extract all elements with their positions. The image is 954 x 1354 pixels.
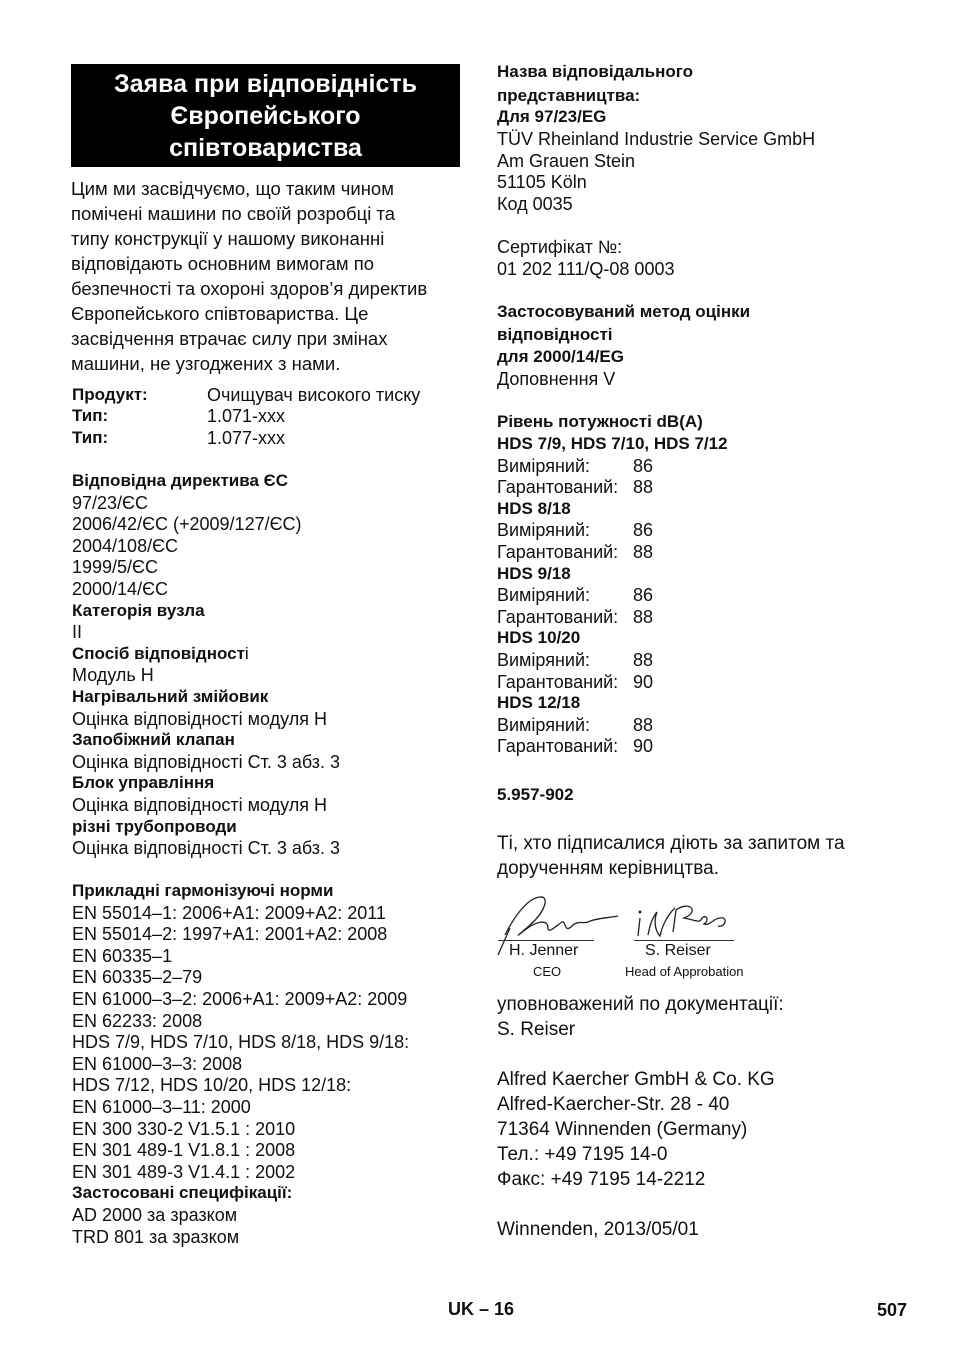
reiser-signature-icon: [638, 906, 725, 936]
intro-line: засвідчення втрачає силу при змінах: [71, 328, 388, 349]
rep-line: Код 0035: [497, 194, 573, 214]
spec-line: TRD 801 за зразком: [72, 1227, 240, 1247]
section-value: Оцінка відповідності модуля H: [72, 795, 327, 815]
measured-value: 86: [633, 520, 654, 540]
norm-line: EN 60335–1: [72, 946, 173, 966]
method-heading: для 2000/14/EG: [497, 347, 624, 366]
norm-line: HDS 7/9, HDS 7/10, HDS 8/18, HDS 9/18:: [72, 1032, 410, 1052]
part-number: 5.957-902: [497, 785, 574, 804]
section-heading: Нагрівальний змійовик: [72, 687, 269, 706]
norms-heading: Прикладні гармонізуючі норми: [72, 881, 334, 900]
section-heading: Спосіб відповідності: [72, 644, 249, 663]
measured-label: Виміряний:: [497, 585, 591, 605]
norm-line: EN 61000–3–3: 2008: [72, 1054, 243, 1074]
intro-line: Цим ми засвідчуємо, що таким чином: [71, 178, 394, 199]
method-value: Доповнення V: [497, 369, 616, 389]
title-line: Заява при відповідність: [113, 69, 418, 98]
model-name: HDS 12/18: [497, 693, 581, 712]
specs-heading: Застосовані специфікації:: [72, 1183, 293, 1202]
section-heading: Відповідна директива ЄС: [72, 471, 288, 490]
model-name: HDS 9/18: [497, 564, 571, 583]
section-value: 97/23/ЄС: [72, 493, 148, 513]
rep-heading: Назва відповідального: [497, 62, 693, 81]
section-value: 2000/14/ЄС: [72, 579, 169, 599]
page-title: [71, 64, 460, 167]
model-name: HDS 8/18: [497, 499, 571, 518]
measured-value: 88: [633, 715, 654, 735]
guaranteed-value: 90: [633, 672, 654, 692]
type-label: Тип:: [72, 428, 109, 447]
measured-value: 86: [633, 456, 654, 476]
intro-line: типу конструкції у нашому виконанні: [71, 228, 385, 249]
norm-line: EN 55014–2: 1997+A1: 2001+A2: 2008: [72, 924, 388, 944]
norm-line: EN 300 330-2 V1.5.1 : 2010: [72, 1119, 296, 1139]
intro-line: безпечності та охороні здоров’я директив: [71, 278, 428, 299]
rep-heading: Для 97/23/EG: [497, 107, 607, 126]
section-value: Оцінка відповідності Ст. 3 абз. 3: [72, 752, 341, 772]
place-date: Winnenden, 2013/05/01: [497, 1219, 699, 1240]
type-label: Тип:: [72, 406, 109, 425]
model-name: HDS 7/9, HDS 7/10, HDS 7/12: [497, 434, 728, 453]
cert-value: 01 202 111/Q-08 0003: [497, 259, 675, 279]
guaranteed-value: 88: [633, 477, 654, 497]
intro-line: Європейського співтовариства. Це: [71, 303, 369, 324]
cert-label: Сертифікат №:: [497, 237, 623, 257]
title-line: співтовариства: [169, 133, 362, 162]
guaranteed-label: Гарантований:: [497, 607, 619, 627]
measured-value: 88: [633, 650, 654, 670]
norm-line: EN 60335–2–79: [72, 967, 203, 987]
norm-line: EN 55014–1: 2006+A1: 2009+A2: 2011: [72, 903, 386, 923]
page-number: 507: [877, 1300, 908, 1320]
address-line: 71364 Winnenden (Germany): [497, 1119, 748, 1140]
measured-label: Виміряний:: [497, 715, 591, 735]
section-value: Оцінка відповідності Ст. 3 абз. 3: [72, 838, 341, 858]
section-heading: Категорія вузла: [72, 601, 205, 620]
signatory-name: S. Reiser: [645, 942, 711, 959]
rep-line: Am Grauen Stein: [497, 151, 636, 171]
section-value: 1999/5/ЄС: [72, 557, 158, 577]
intro-line: машини, не узгоджених з нами.: [71, 353, 341, 374]
intro-paragraph: [71, 176, 461, 376]
signatories-line: дорученням керівництва.: [497, 858, 719, 879]
model-name: HDS 10/20: [497, 628, 581, 647]
method-heading: Застосовуваний метод оцінки: [497, 302, 751, 321]
guaranteed-label: Гарантований:: [497, 477, 619, 497]
signatory-role: Head of Approbation: [625, 964, 744, 979]
section-value: 2004/108/ЄС: [72, 536, 179, 556]
guaranteed-label: Гарантований:: [497, 542, 619, 562]
guaranteed-value: 88: [633, 542, 654, 562]
section-heading: різні трубопроводи: [72, 817, 237, 836]
power-heading: Рівень потужності dB(A): [497, 412, 703, 431]
measured-label: Виміряний:: [497, 650, 591, 670]
rep-line: 51105 Köln: [497, 172, 587, 192]
section-heading: Блок управління: [72, 773, 215, 792]
guaranteed-value: 90: [633, 736, 654, 756]
measured-label: Виміряний:: [497, 456, 591, 476]
spec-line: AD 2000 за зразком: [72, 1205, 238, 1225]
guaranteed-label: Гарантований:: [497, 736, 619, 756]
authorized-name: S. Reiser: [497, 1019, 576, 1040]
address-line: Факс: +49 7195 14-2212: [497, 1169, 706, 1190]
norm-line: EN 301 489-3 V1.4.1 : 2002: [72, 1162, 296, 1182]
address-line: Alfred Kaercher GmbH & Co. KG: [497, 1069, 775, 1090]
section-value: II: [72, 622, 83, 642]
rep-heading: представництва:: [497, 86, 641, 105]
type-value: 1.077-xxx: [207, 428, 286, 448]
footer-section: UK – 16: [448, 1299, 515, 1319]
intro-line: відповідають основним вимогам по: [71, 253, 375, 274]
type-value: 1.071-xxx: [207, 406, 286, 426]
section-value: Модуль H: [72, 665, 154, 685]
measured-label: Виміряний:: [497, 520, 591, 540]
title-line: Європейського: [170, 101, 361, 130]
guaranteed-value: 88: [633, 607, 654, 627]
method-heading: відповідності: [497, 325, 613, 344]
norm-line: EN 61000–3–11: 2000: [72, 1097, 251, 1117]
measured-value: 86: [633, 585, 654, 605]
address-line: Alfred-Kaercher-Str. 28 - 40: [497, 1094, 730, 1115]
norm-line: EN 62233: 2008: [72, 1011, 203, 1031]
section-heading: Запобіжний клапан: [72, 730, 235, 749]
address-line: Тел.: +49 7195 14-0: [497, 1144, 668, 1165]
norm-line: EN 61000–3–2: 2006+A1: 2009+A2: 2009: [72, 989, 408, 1009]
section-value: 2006/42/ЄС (+2009/127/ЄС): [72, 514, 302, 534]
product-value: Очищувач високого тиску: [207, 385, 421, 405]
product-label: Продукт:: [72, 385, 148, 404]
signatories-line: Ті, хто підписалися діють за запитом та: [497, 833, 845, 854]
authorized-label: уповноважений по документації:: [497, 994, 784, 1015]
norm-line: EN 301 489-1 V1.8.1 : 2008: [72, 1140, 296, 1160]
signatory-name: H. Jenner: [509, 942, 579, 959]
guaranteed-label: Гарантований:: [497, 672, 619, 692]
intro-line: помічені машини по своїй розробці та: [71, 203, 396, 224]
rep-line: TÜV Rheinland Industrie Service GmbH: [497, 129, 816, 149]
signatory-role: CEO: [533, 964, 562, 979]
heading-suffix: і: [244, 644, 249, 663]
section-value: Оцінка відповідності модуля H: [72, 709, 327, 729]
norm-line: HDS 7/12, HDS 10/20, HDS 12/18:: [72, 1075, 352, 1095]
